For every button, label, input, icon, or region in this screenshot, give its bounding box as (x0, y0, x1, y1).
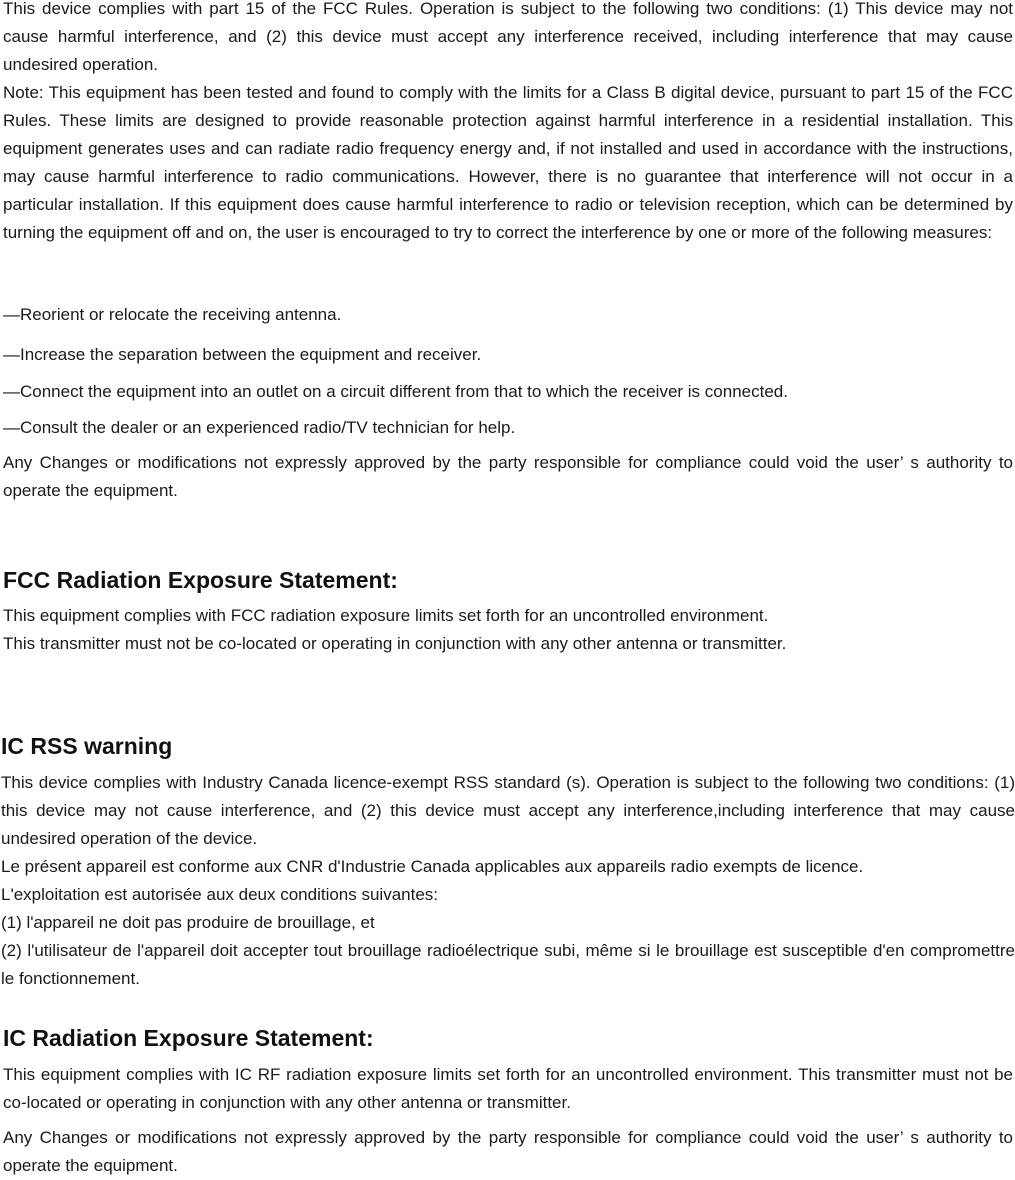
measure-item: —Reorient or relocate the receiving antenna. (3, 305, 342, 324)
fcc-class-b-note: Note: This equipment has been tested and found to comply with the limits for a Class B digital device, pursuant to part 15 of the FCC Rules. These limits are designed to provide reasonable protection against harmful interference in a residential installation. This equipment generates uses and can radiate radio frequency energy and, if not installed and used in accordance with the instructions, may cause harmful interference to radio communications. However, there is no guarantee that interference will not occur in a particular installation. If this equipment does cause harmful interference to radio or television reception, which can be determined by turning the equipment off and on, the user is encouraged to try to correct the interference by one or more of the following measures: (3, 83, 1013, 242)
ic-radiation-paragraph: This equipment complies with IC RF radiation exposure limits set forth for an uncontrolled environment. This transmitter must not be co-located or operating in conjunction with any other antenna or transmitter. (3, 1065, 1013, 1112)
ic-radiation-heading: IC Radiation Exposure Statement: (3, 1025, 374, 1051)
measure-item: —Consult the dealer or an experienced radio/TV technician for help. (3, 418, 516, 437)
changes-warning: Any Changes or modifications not expressly approved by the party responsible for compliance could void the user’ s authority to operate the equipment. (3, 453, 1013, 500)
ic-rss-heading: IC RSS warning (1, 733, 173, 759)
ic-rss-french-line: (1) l'appareil ne doit pas produire de brouillage, et (1, 913, 375, 932)
fcc-radiation-line: This transmitter must not be co-located or operating in conjunction with any other antenna or transmitter. (3, 634, 787, 653)
ic-rss-french-line: (2) l'utilisateur de l'appareil doit accepter tout brouillage radioélectrique subi, même si le brouillage est susceptible d'en compromettre le fonctionnement. (1, 941, 1015, 988)
fcc-radiation-heading: FCC Radiation Exposure Statement: (3, 567, 398, 593)
changes-warning: Any Changes or modifications not expressly approved by the party responsible for compliance could void the user’ s authority to operate the equipment. (3, 1128, 1013, 1175)
measure-item: —Connect the equipment into an outlet on a circuit different from that to which the receiver is connected. (3, 382, 788, 401)
ic-rss-french-line: Le présent appareil est conforme aux CNR d'Industrie Canada applicables aux appareils radio exempts de licence. (1, 857, 864, 876)
ic-rss-french-line: L'exploitation est autorisée aux deux conditions suivantes: (1, 885, 439, 904)
ic-rss-paragraph: This device complies with Industry Canada licence-exempt RSS standard (s). Operation is subject to the following two conditions: (1) this device may not cause interference, and (2) this device must accept any interference,including interference that may cause undesired operation of the device. (1, 773, 1015, 848)
fcc-part15-paragraph: This device complies with part 15 of the FCC Rules. Operation is subject to the following two conditions: (1) This device may not cause harmful interference, and (2) this device must accept any interference received, including interference that may cause undesired operation. (3, 0, 1013, 74)
measure-item: —Increase the separation between the equipment and receiver. (3, 345, 482, 364)
fcc-radiation-line: This equipment complies with FCC radiation exposure limits set forth for an uncontrolled environment. (3, 606, 769, 625)
